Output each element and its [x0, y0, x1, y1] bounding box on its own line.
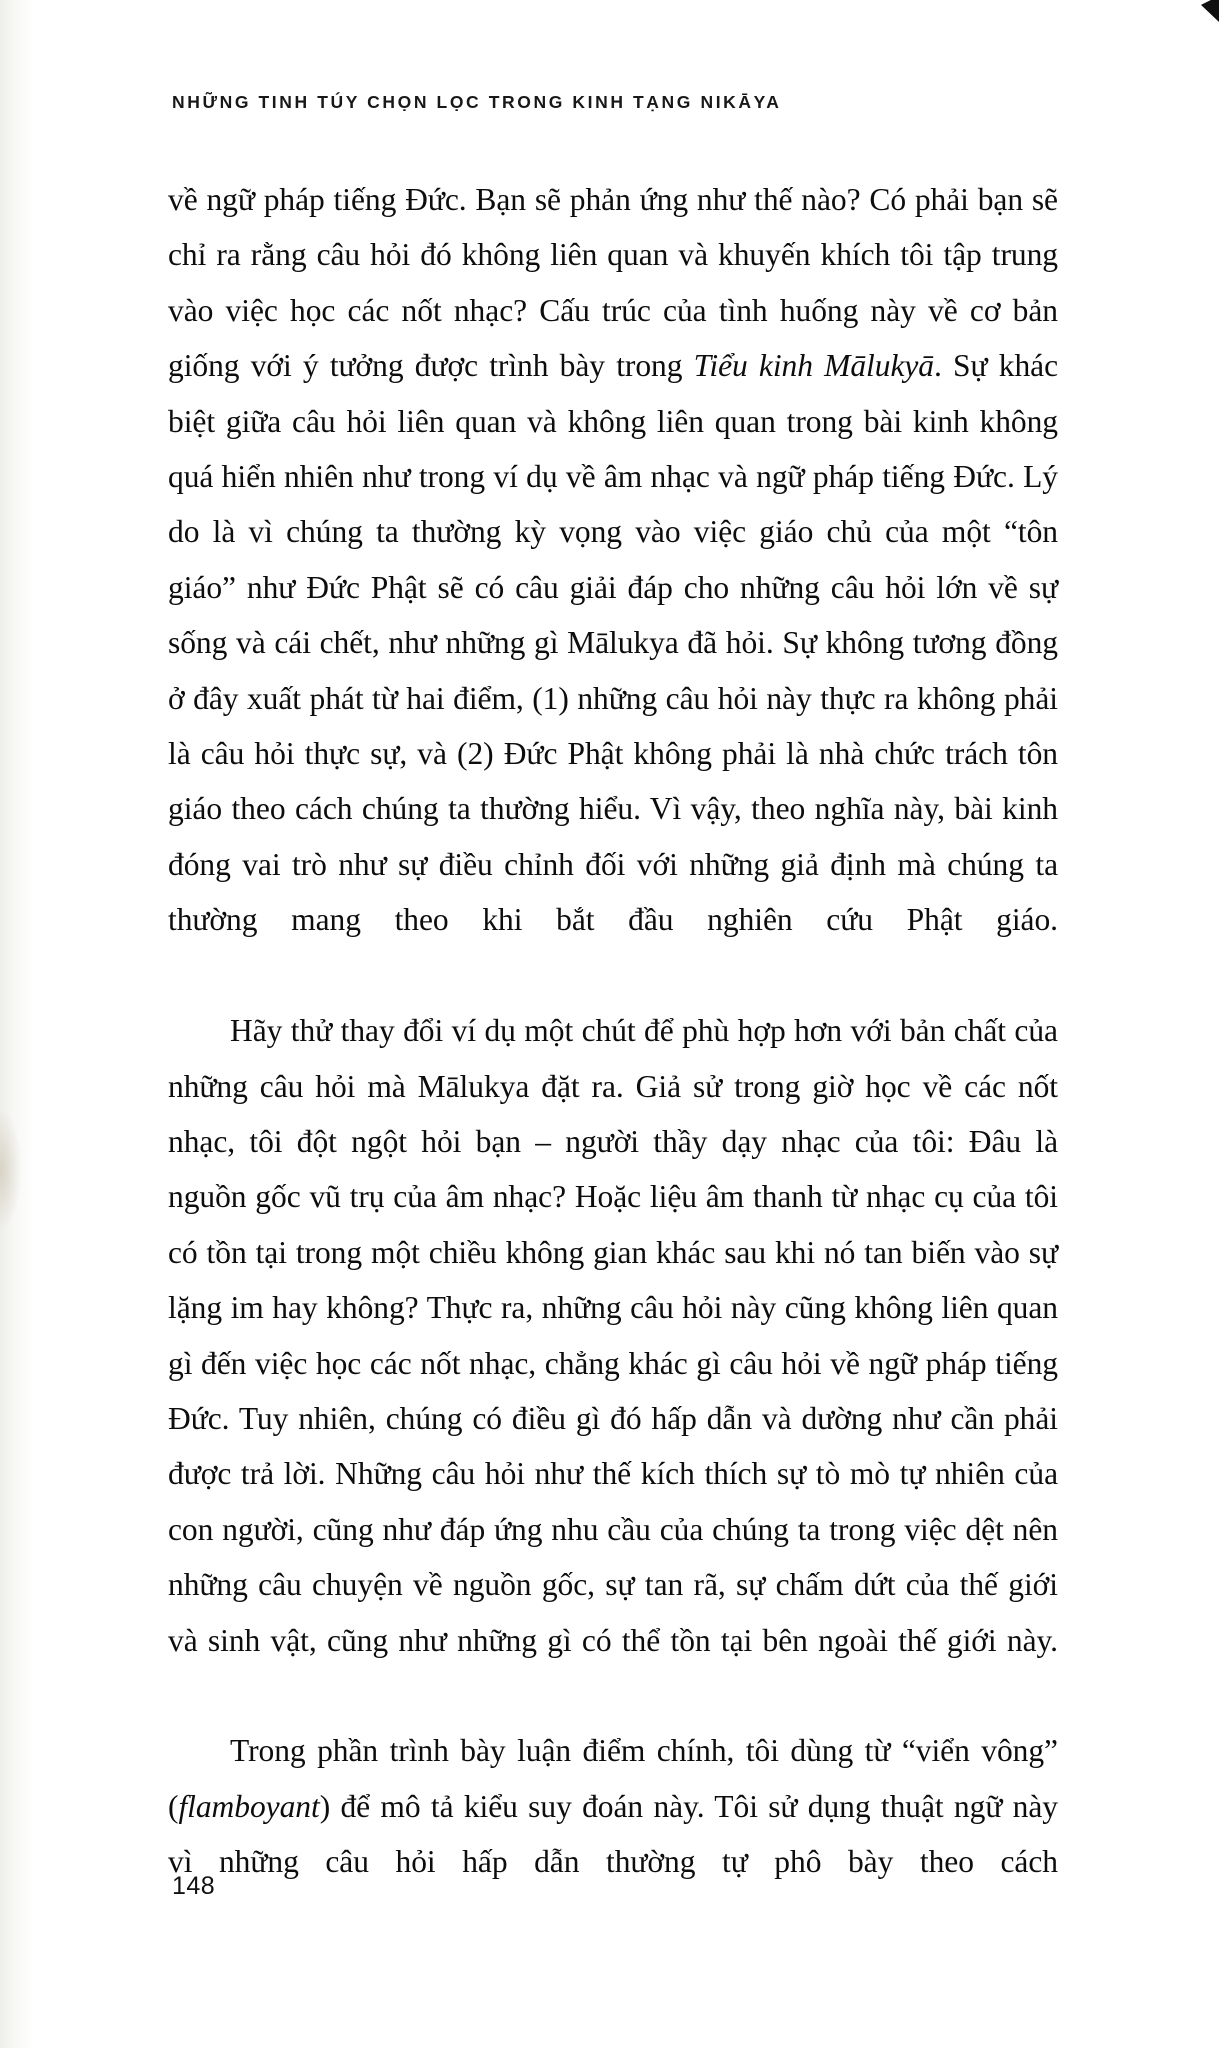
page-number: 148 — [172, 1872, 216, 1900]
text-run: . Sự khác biệt giữa câu hỏi liên quan và không liên quan trong bài kinh không quá hiển nhiên như trong ví dụ về âm nhạc và ngữ pháp tiếng Đức. Lý do là vì chúng ta thường kỳ vọng vào việc giáo chủ của một “tôn giáo” như Đức Phật sẽ có câu giải đáp cho những câu hỏi lớn về sự sống và cái chết, như những gì Mālukya đã hỏi. Sự không tương đồng ở đây xuất phát từ hai điểm, (1) những câu hỏi này thực ra không phải là câu hỏi thực sự, và (2) Đức Phật không phải là nhà chức trách tôn giáo theo cách chúng ta thường hiểu. Vì vậy, theo nghĩa này, bài kinh đóng vai trò như sự điều chỉnh đối với những giả định mà chúng ta thường mang theo khi bắt đầu nghiên cứu Phật giáo. — [168, 348, 1058, 938]
body-text-block — [168, 172, 1058, 1945]
text-run: Hãy thử thay đổi ví dụ một chút để phù hợp hơn với bản chất của những câu hỏi mà Mālukya đặt ra. Giả sử trong giờ học về các nốt nhạc, tôi đột ngột hỏi bạn – người thầy dạy nhạc của tôi: Đâu là nguồn gốc vũ trụ của âm nhạc? Hoặc liệu âm thanh từ nhạc cụ của tôi có tồn tại trong một chiều không gian khác sau khi nó tan biến vào sự lặng im hay không? Thực ra, những câu hỏi này cũng không liên quan gì đến việc học các nốt nhạc, chẳng khác gì câu hỏi về ngữ pháp tiếng Đức. Tuy nhiên, chúng có điều gì đó hấp dẫn và dường như cần phải được trả lời. Những câu hỏi như thế kích thích sự tò mò tự nhiên của con người, cũng như đáp ứng nhu cầu của chúng ta trong việc dệt nên những câu chuyện về nguồn gốc, sự tan rã, sự chấm dứt của thế giới và sinh vật, cũng như những gì có thể tồn tại bên ngoài thế giới này. — [168, 1013, 1058, 1658]
page-edge-smudge — [0, 1110, 22, 1230]
text-run: Trong phần trình bày luận điểm chính, tôi dùng từ “viển vông” ( — [168, 1733, 1058, 1824]
scan-corner-artifact-icon — [1197, 0, 1219, 22]
italic-term: flamboyant — [178, 1788, 320, 1824]
paragraph — [168, 1003, 1058, 1723]
paragraph — [168, 172, 1058, 1003]
italic-term: Tiểu kinh Mālukyā — [693, 348, 935, 384]
text-run: ) để mô tả kiểu suy đoán này. Tôi sử dụng thuật ngữ này vì những câu hỏi hấp dẫn thường tự phô bày theo cách — [168, 1788, 1058, 1880]
text-run: về ngữ pháp tiếng Đức. Bạn sẽ phản ứng như thế nào? Có phải bạn sẽ chỉ ra rằng câu hỏi đó không liên quan và khuyến khích tôi tập trung vào việc học các nốt nhạc? Cấu trúc của tình huống này về cơ bản giống với ý tưởng được trình bày trong — [168, 182, 1058, 384]
page-gutter-shading — [0, 0, 34, 2048]
paragraph — [168, 1723, 1058, 1945]
running-head: NHỮNG TINH TÚY CHỌN LỌC TRONG KINH TẠNG NIKĀYA — [172, 92, 782, 112]
